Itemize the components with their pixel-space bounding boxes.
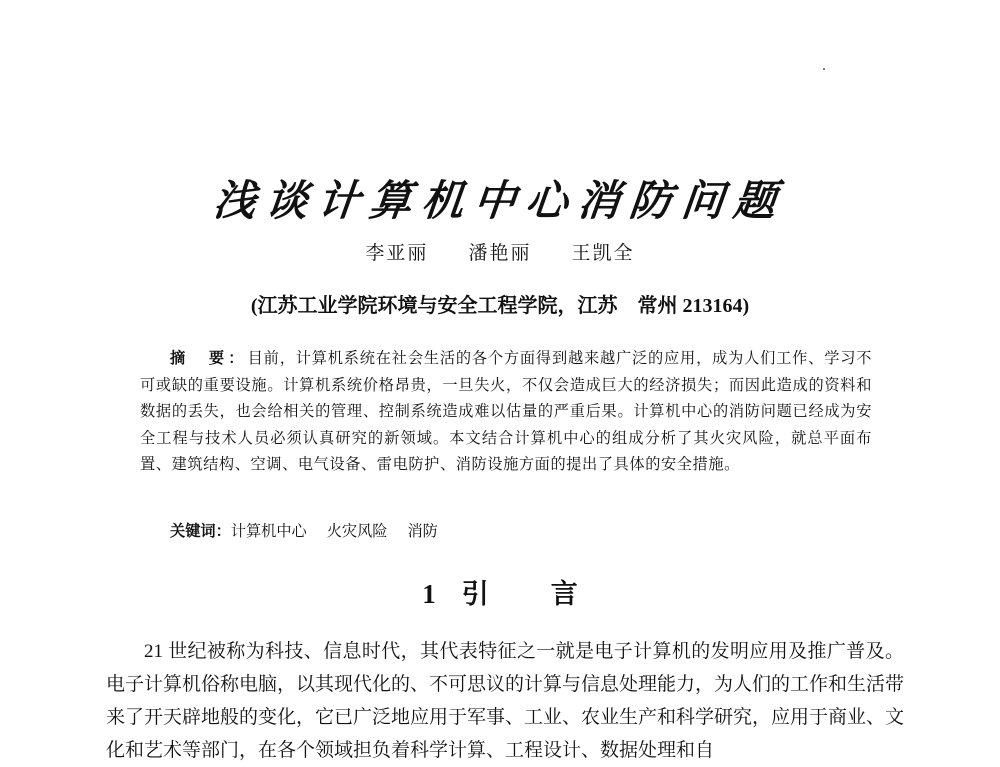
author-list [0,238,1000,265]
abstract-label: 摘 要： [170,349,248,367]
scan-speck [823,68,825,70]
section-title-part: 引 [461,579,489,609]
keyword: 消防 [407,522,438,540]
author-name: 王凯全 [571,242,635,264]
body-paragraph: 21 世纪被称为科技、信息时代，其代表特征之一就是电子计算机的发明应用及推广普及。电子计算机俗称电脑，以其现代化的、不可思议的计算与信息处理能力，为人们的工作和生活带来了开天辟地般的变化，它已广泛地应用于军事、工业、农业生产和科学研究，应用于商业、文化和艺术等部门，在各个领域担负着科学计算、工程设计、数据处理和自 [106,641,905,761]
paper-title: 浅谈计算机中心消防问题 [211,176,789,225]
section-number: 1 [422,579,436,609]
author-name: 李亚丽 [365,242,429,264]
keywords [170,520,458,541]
author-name: 潘艳丽 [468,242,532,264]
section-title-part: 言 [550,579,578,609]
affiliation: (江苏工业学院环境与安全工程学院，江苏 常州 213164) [250,295,750,317]
keyword: 计算机中心 [230,522,307,540]
keywords-label: 关键词： [170,522,231,540]
abstract [140,345,872,478]
section-heading [0,572,1000,611]
abstract-text: 目前，计算机系统在社会生活的各个方面得到越来越广泛的应用，成为人们工作、学习不可或缺的重要设施。计算机系统价格昂贵，一旦失火，不仅会造成巨大的经济损失；而因此造成的资料和数据的丢失，也会给相关的管理、控制系统造成难以估量的严重后果。计算机中心的消防问题已经成为安全工程与技术人员必须认真研究的新领域。本文结合计算机中心的组成分析了其火灾风险，就总平面布置、建筑结构、空调、电气设备、雷电防护、消防设施方面的提出了具体的安全措施。 [140,349,873,473]
keyword: 火灾风险 [326,522,388,540]
